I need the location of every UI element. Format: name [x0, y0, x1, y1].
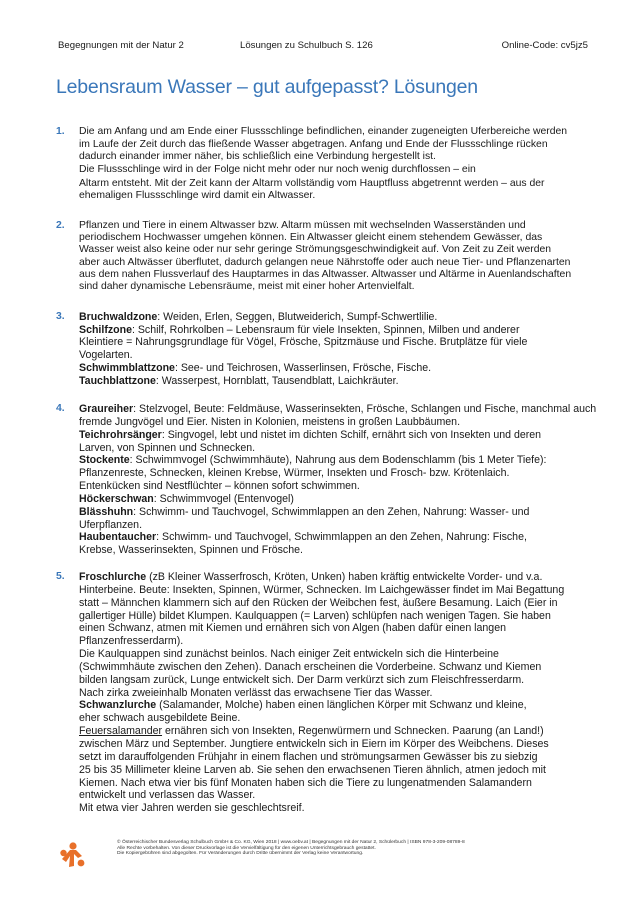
text-line: Larven, von Spinnen und Schnecken.: [79, 441, 256, 454]
text-line: Haubentaucher: Schwimm- und Tauchvogel, Schwimmlappen an den Zehen, Nahrung: Fische,: [79, 531, 527, 544]
page-title: Lebensraum Wasser – gut aufgepasst? Lösungen: [56, 76, 478, 98]
text-line: Höckerschwan: Schwimmvogel (Entenvogel): [79, 492, 294, 505]
text-line: Schilfzone: Schilf, Rohrkolben – Lebensraum für viele Insekten, Spinnen, Milben und anderer: [79, 323, 520, 336]
animal-term: Stockente: [79, 454, 130, 467]
text-line: Wasser weist also keine oder nur sehr geringe Strömungsgeschwindigkeit auf. Von Zeit zu Zeit werden: [79, 244, 552, 256]
text-line: Teichrohrsänger: Singvogel, lebt und nistet im dichten Schilf, ernährt sich von Insekten und deren: [79, 428, 542, 441]
text-line: im Laufe der Zeit durch das fließende Wasser abgetragen. Anfang und Ende der Flussschlinge rücken: [79, 138, 548, 150]
animal-term: Höckerschwan: [79, 492, 154, 505]
animal-term: Teichrohrsänger: [79, 428, 162, 441]
text-line: gallertiger Hülle) bildet Klumpen. Kaulquappen (= Larven) schlüpfen nach wenigen Tagen. Sie haben: [79, 609, 551, 622]
zone-term: Bruchwaldzone: [79, 311, 158, 323]
text-line: Die Kaulquappen sind zunächst beinlos. Nach einiger Zeit entwickeln sich die Hinterbeine: [79, 648, 499, 661]
text-line: aber auch Altwässer überflutet, dadurch gelangen neue Nährstoffe oder auch neue Tier- und Pflanzenarten: [79, 256, 571, 268]
text-line: Mit etwa vier Jahren werden sie geschlechtsreif.: [79, 802, 305, 815]
text-line: fremde Jungvögel und Eier. Nisten in Kolonien, meistens in großen Laubbäumen.: [79, 415, 461, 428]
text-line: periodischem Hochwasser umgehen können. Ein Altwasser gleicht einem stehendem Gewässer, das: [79, 232, 543, 244]
answer-text: [79, 311, 589, 387]
logo-shape: [60, 842, 84, 867]
answer-text: [79, 220, 589, 293]
text-line: aus dem nahen Flussverlauf des Hauptarmes in das Altwasser. Altwasser und Altärme in Auenlandschaften: [79, 268, 572, 280]
text-line: dadurch einander immer näher, bis schließlich eine Verbindung hergestellt ist.: [79, 151, 436, 162]
text-line: Altarm entsteht. Mit der Zeit kann der Altarm vollständig vom Hauptfluss abgetrennt werden – aus der: [79, 177, 545, 189]
text-line: Uferpflanzen.: [79, 518, 143, 531]
text-line: Schwanzlurche (Salamander, Molche) haben einen länglichen Körper mit Schwanz und kleine,: [79, 699, 527, 712]
zone-term: Schwimmblattzone: [79, 361, 175, 374]
zone-term: Schilfzone: [79, 323, 132, 336]
text-line: Blässhuhn: Schwimm- und Tauchvogel, Schwimmlappen an den Zehen, Nahrung: Wasser- und: [79, 505, 530, 518]
publisher-logo-icon: [58, 840, 88, 870]
answer-text: [79, 571, 589, 815]
text-line: Bruchwaldzone: Weiden, Erlen, Seggen, Blutweiderich, Sumpf-Schwertlilie.: [79, 311, 438, 323]
answer-number: 5.: [56, 571, 65, 582]
text-line: Kleintiere = Nahrungsgrundlage für Vögel, Frösche, Spitzmäuse und Fische. Brutplätze für viele: [79, 336, 528, 349]
text-line: (Schwimmhäute zwischen den Zehen). Danach erscheinen die Vorderbeine. Schwanz und Kiemen: [79, 660, 542, 673]
text-line: Stockente: Schwimmvogel (Schwimmhäute), Nahrung aus dem Bodenschlamm (bis 1 Meter Tiefe):: [79, 454, 547, 467]
page-footer: [58, 840, 588, 880]
text-line: Kiemen. Nach etwa vier bis fünf Monaten haben sich die Tiere zu lungenatmenden Salamandern: [79, 776, 532, 789]
animal-term: Haubentaucher: [79, 531, 157, 544]
book-title: Begegnungen mit der Natur 2: [58, 40, 184, 51]
text-line: Nach zirka zweieinhalb Monaten verlässt das erwachsene Tier das Wasser.: [79, 686, 433, 699]
page-header: [58, 40, 588, 54]
copyright-line: © Österreichischer Bundesverlag Schulbuch GmbH & Co. KG, Wien 2018 | www.oebv.at | Begegnungen mit der Natur 2, Schülerbuch | ISBN 978-3-209-08789-8: [117, 840, 465, 845]
text-line: eher schwach ausgebildete Beine.: [79, 712, 241, 725]
text-line: Hinterbeine. Beute: Insekten, Spinnen, Würmer, Schnecken. Im Laichgewässer findet im Mai Begattung: [79, 583, 565, 596]
rights-line: Alle Rechte vorbehalten. Von dieser Druckvorlage ist die Vervielfältigung für den eigenen Unterrichtsgebrauch gestattet.: [117, 845, 376, 851]
text-line: Pflanzenreste, Schnecken, kleinen Krebse, Würmer, Insekten und Frosch- bzw. Krötenlaich.: [79, 467, 510, 480]
text-line: Pflanzenfresserdarm).: [79, 635, 184, 648]
text-line: Die am Anfang und am Ende einer Flussschlinge befindlichen, einander zugeneigten Uferbereiche werden: [79, 126, 568, 137]
text-line: Krebse, Wasserinsekten, Spinnen und Frösche.: [79, 544, 303, 557]
text-line: ehemaligen Flussschlinge wird damit ein Altwasser.: [79, 190, 316, 201]
text-line: zwischen März und September. Jungtiere entwickeln sich in Eiern im Körper des Weibchens. Dieses: [79, 737, 549, 750]
text-line: Die Flussschlinge wird in der Folge nicht mehr oder nur noch wenig durchflossen – ein: [79, 163, 476, 175]
copyright-notice: [117, 840, 465, 857]
text-line: Froschlurche (zB Kleiner Wasserfrosch, Kröten, Unken) haben kräftig entwickelte Vorder- und v.a.: [79, 571, 543, 583]
animal-term: Blässhuhn: [79, 505, 134, 518]
online-code: Online-Code: cv5jz5: [501, 40, 588, 51]
text-line: Schwimmblattzone: See- und Teichrosen, Wasserlinsen, Frösche, Fische.: [79, 361, 432, 374]
text-line: Pflanzen und Tiere in einem Altwasser bzw. Altarm müssen mit wechselnden Wasserständen und: [79, 220, 526, 231]
zone-term: Tauchblattzone: [79, 374, 156, 387]
text-line: Vogelarten.: [79, 349, 133, 362]
text-line: statt – Männchen klammern sich auf den Rücken der Weibchen fest, äußere Besamung. Laich (Eier in: [79, 596, 558, 609]
animal-term: Schwanzlurche: [79, 699, 157, 712]
text-line: entwickelt und verlassen das Wasser.: [79, 789, 256, 802]
answer-number: 4.: [56, 403, 65, 414]
page-reference: Lösungen zu Schulbuch S. 126: [240, 40, 373, 51]
animal-term: Graureiher: [79, 403, 134, 415]
answer-number: 2.: [56, 220, 65, 231]
text-line: Feuersalamander ernähren sich von Insekten, Regenwürmern und Schnecken. Paarung (an Land!): [79, 725, 544, 738]
animal-term: Feuersalamander: [79, 725, 163, 738]
answer-text: [79, 403, 597, 557]
text-line: Graureiher: Stelzvogel, Beute: Feldmäuse, Wasserinsekten, Frösche, Schlangen und Fische, manchmal auch: [79, 403, 597, 415]
answer-number: 3.: [56, 311, 65, 322]
text-line: setzt im darauffolgenden Frühjahr in einem flachen und strömungsarmen Gewässer bis zu siebzig: [79, 750, 538, 763]
animal-term: Froschlurche: [79, 571, 147, 583]
text-line: sind daher dynamische Lebensräume, meist mit einer hoher Artenvielfalt.: [79, 280, 415, 292]
text-line: 25 bis 35 Millimeter kleine Larven ab. Sie sehen den erwachsenen Tieren ähnlich, atmen jedoch mit: [79, 763, 546, 776]
answer-number: 1.: [56, 126, 65, 137]
answer-text: [79, 126, 589, 203]
text-line: bilden langsam zurück, Lunge entwickelt sich. Der Darm verkürzt sich zum Fleischfresserdarm.: [79, 673, 525, 686]
text-line: Tauchblattzone: Wasserpest, Hornblatt, Tausendblatt, Laichkräuter.: [79, 374, 399, 387]
liability-line: Die Kopiergebühren sind abgegolten. Für Veränderungen durch Dritte übernimmt der Verlag keine Verantwortung.: [117, 851, 364, 857]
text-line: Entenkücken sind Nestflüchter – können sofort schwimmen.: [79, 480, 360, 493]
text-line: einen Schwanz, atmen mit Kiemen und ernähren sich von Algen (haben dafür einen langen: [79, 622, 506, 635]
